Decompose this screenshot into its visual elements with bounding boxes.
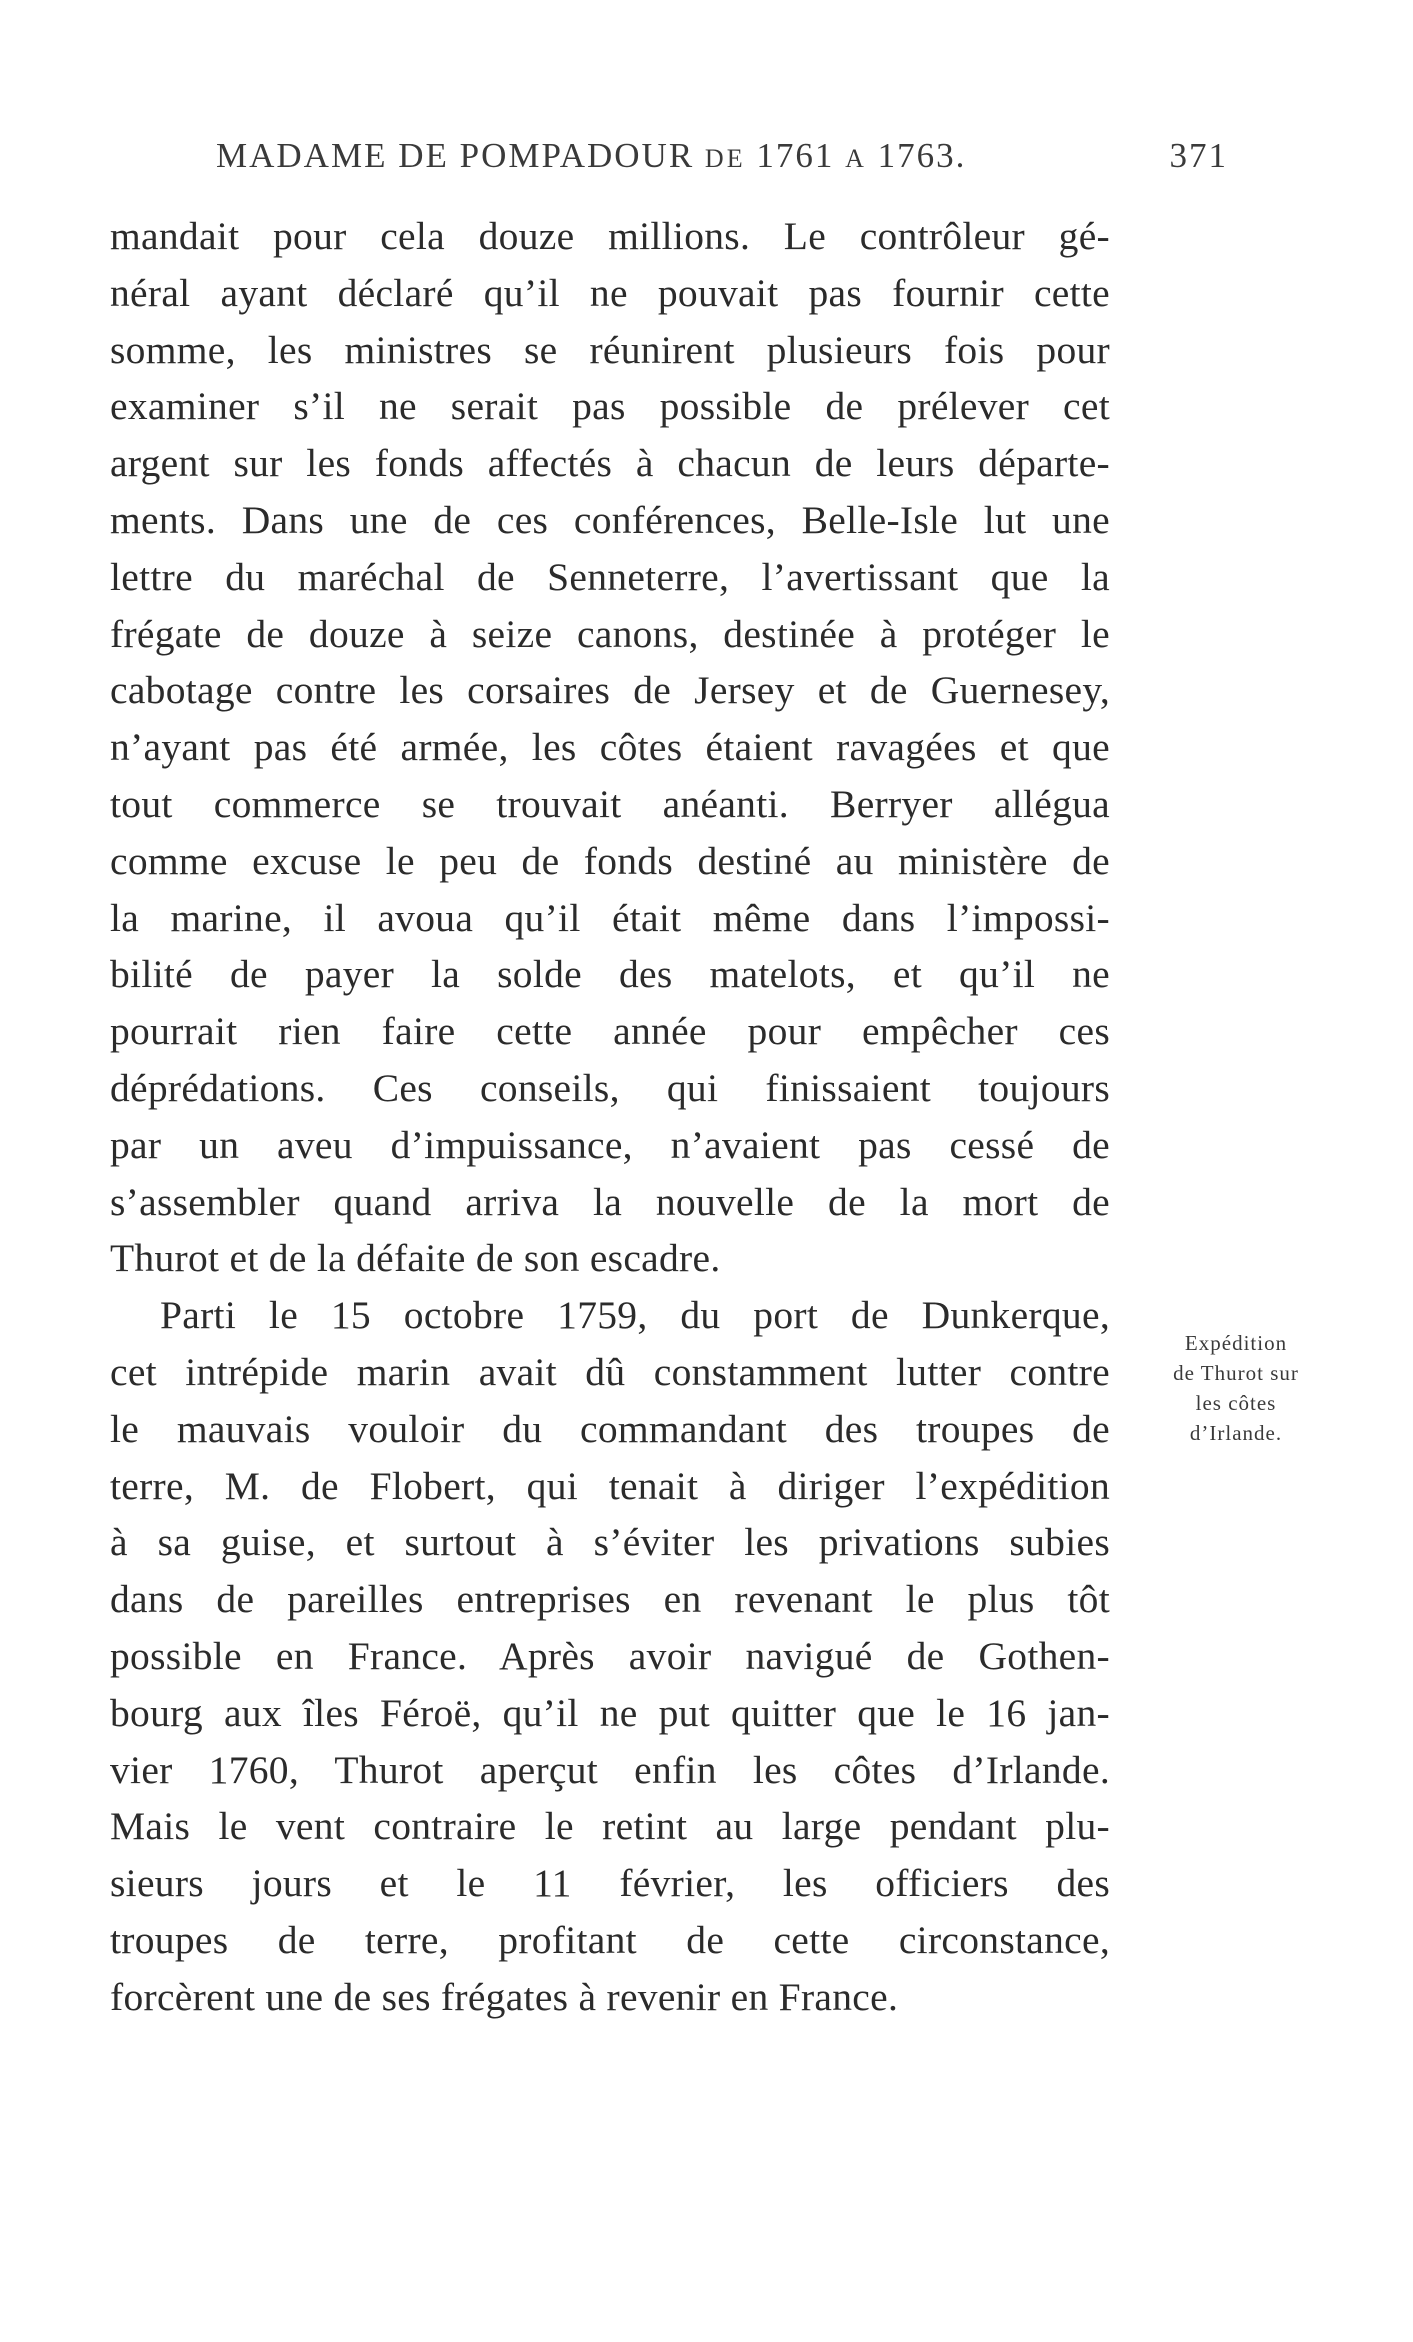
paragraph-1	[110, 208, 1110, 1287]
text-line: mandait pour cela douze millions. Le contrôleur gé-	[110, 214, 1110, 258]
text-line: ments. Dans une de ces conférences, Belle-Isle lut une	[110, 497, 1110, 542]
margin-note-line: de Thurot sur	[1173, 1361, 1299, 1385]
text-line: le mauvais vouloir du commandant des troupes de	[110, 1406, 1110, 1451]
text-line: forcèrent une de ses frégates à revenir en France.	[110, 1974, 899, 2019]
text-line: par un aveu d’impuissance, n’avaient pas cessé de	[110, 1122, 1110, 1167]
text-line: Mais le vent contraire le retint au large pendant plu-	[110, 1804, 1110, 1849]
text-line: argent sur les fonds affectés à chacun de leurs départe-	[110, 441, 1110, 486]
header-year-end: 1763.	[877, 136, 967, 175]
page-number: 371	[1169, 136, 1228, 175]
text-line: vier 1760, Thurot aperçut enfin les côtes d’Irlande.	[110, 1747, 1110, 1792]
text-line: bilité de payer la solde des matelots, et qu’il ne	[110, 952, 1110, 997]
text-line: tout commerce se trouvait anéanti. Berryer allégua	[110, 781, 1110, 826]
header-range-a: A	[845, 144, 867, 173]
text-line: examiner s’il ne serait pas possible de prélever cet	[110, 384, 1110, 429]
text-line: n’ayant pas été armée, les côtes étaient ravagées et que	[110, 725, 1110, 770]
text-line: comme excuse le peu de fonds destiné au ministère de	[110, 838, 1110, 883]
text-line: néral ayant déclaré qu’il ne pouvait pas fournir cette	[110, 270, 1110, 315]
margin-note-line: les côtes	[1195, 1391, 1277, 1415]
main-text	[110, 208, 1110, 2026]
text-line: somme, les ministres se réunirent plusieurs fois pour	[110, 327, 1110, 372]
text-line: la marine, il avoua qu’il était même dans l’impossi-	[110, 895, 1110, 940]
text-line: pourrait rien faire cette année pour empêcher ces	[110, 1009, 1110, 1054]
header-title-text: MADAME DE POMPADOUR	[216, 136, 695, 175]
header-range-de: DE	[704, 144, 746, 173]
text-line: terre, M. de Flobert, qui tenait à diriger l’expédition	[110, 1463, 1110, 1508]
text-line: Thurot et de la défaite de son escadre.	[110, 1236, 721, 1281]
text-line: Parti le 15 octobre 1759, du port de Dunkerque,	[160, 1293, 1110, 1338]
margin-note-line: d’Irlande.	[1189, 1421, 1283, 1445]
margin-note-line: Expédition	[1184, 1331, 1288, 1355]
running-header	[216, 136, 1228, 186]
text-line: à sa guise, et surtout à s’éviter les privations subies	[110, 1520, 1110, 1565]
text-line: sieurs jours et le 11 février, les officiers des	[110, 1861, 1110, 1906]
paragraph-2	[110, 1287, 1110, 2025]
text-line: dans de pareilles entreprises en revenant le plus tôt	[110, 1577, 1110, 1622]
header-year-start: 1761	[756, 136, 835, 175]
text-line: bourg aux îles Féroë, qu’il ne put quitter que le 16 jan-	[110, 1690, 1110, 1735]
text-line: lettre du maréchal de Senneterre, l’avertissant que la	[110, 554, 1110, 599]
text-line: cet intrépide marin avait dû constamment lutter contre	[110, 1349, 1110, 1394]
text-line: frégate de douze à seize canons, destinée à protéger le	[110, 611, 1110, 656]
margin-note	[1136, 1328, 1336, 1448]
text-line: cabotage contre les corsaires de Jersey et de Guernesey,	[110, 668, 1110, 713]
text-line: s’assembler quand arriva la nouvelle de la mort de	[110, 1179, 1110, 1224]
text-line: déprédations. Ces conseils, qui finissaient toujours	[110, 1065, 1110, 1110]
text-line: troupes de terre, profitant de cette circonstance,	[110, 1917, 1110, 1962]
text-line: possible en France. Après avoir navigué de Gothen-	[110, 1633, 1110, 1678]
header-title	[216, 136, 966, 176]
